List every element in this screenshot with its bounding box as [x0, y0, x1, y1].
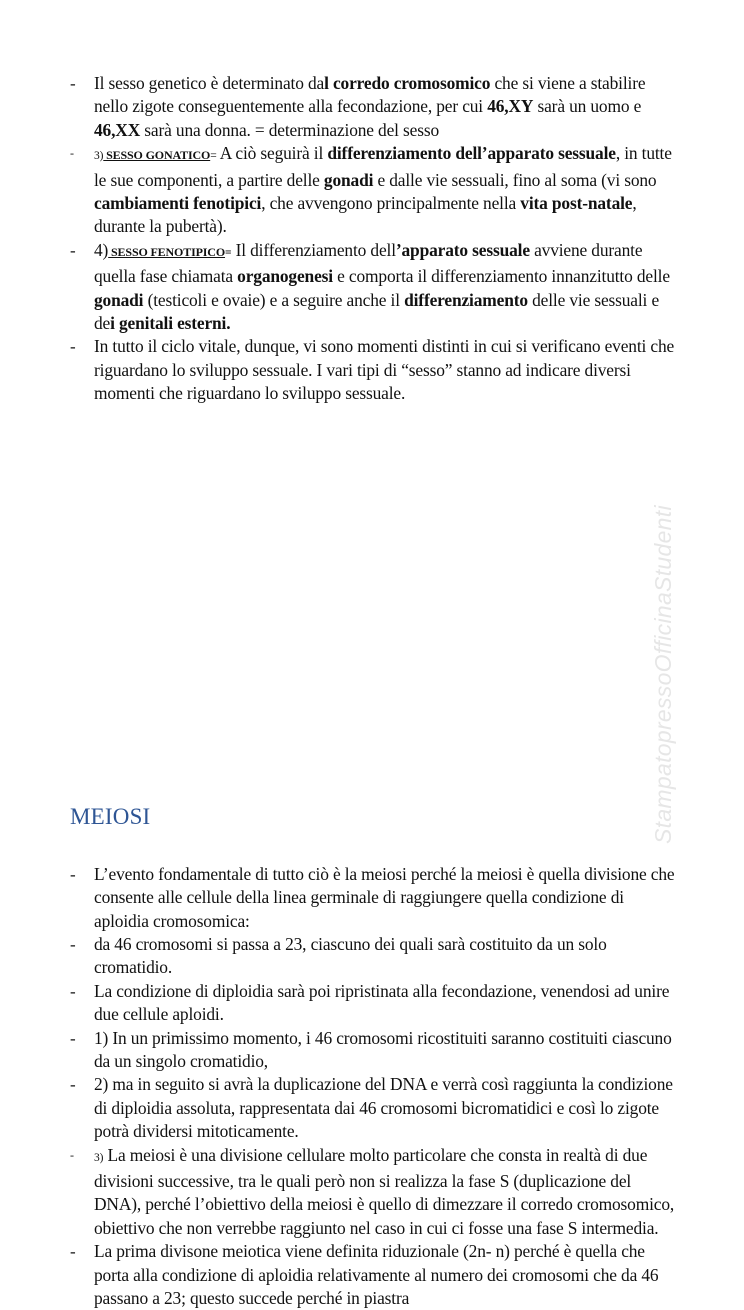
karyotype-female: 46,XX [94, 119, 141, 140]
dash-bullet-icon: - [70, 864, 76, 884]
term-label: SESSO FENOTIPICO [108, 244, 226, 259]
item-number: 3) [94, 150, 104, 163]
text: (testicoli e ovaie) e a seguire anche il [143, 289, 405, 310]
item-number: 3) [94, 1151, 104, 1164]
sex-development-list [70, 72, 680, 406]
bold-text: organogenesi [237, 266, 333, 287]
equals-sign: = [225, 246, 232, 259]
list-item-genetic-sex [70, 72, 680, 142]
item-number: 4) [94, 239, 109, 260]
text: 1) In un primissimo momento, i 46 cromosomi ricostituiti saranno costituiti ciascuno da un singolo cromatidio, [94, 1027, 672, 1071]
watermark: StampatopressoOfficinaStudenti [650, 505, 676, 844]
bold-text: cambiamenti fenotipici [94, 193, 262, 214]
term-label: SESSO GONATICO [103, 148, 211, 163]
bold-text: differenziamento dell’apparato sessuale [327, 143, 616, 164]
text: Il differenziamento dell [231, 239, 396, 260]
list-item [70, 1144, 680, 1241]
section-heading-meiosi: MEIOSI [70, 803, 151, 829]
list-item-gonadal-sex [70, 142, 680, 239]
text: 2) ma in seguito si avrà la duplicazione del DNA e verrà così raggiunta la condizione di diploidia assoluta, rappresentata dai 46 cromosomi bicromatidici e così lo zigote potrà dividersi mitoticamente. [94, 1074, 673, 1142]
bold-text: gonadi [323, 169, 374, 190]
list-item [70, 933, 680, 980]
text: , che avvengono principalmente nella [261, 193, 521, 214]
text: , durante la pubertà). [94, 193, 637, 237]
bold-text: gonadi [94, 289, 144, 310]
equals-sign: = [210, 150, 217, 163]
text: e comporta il differenziamento innanzitutto delle [332, 266, 670, 287]
text: delle vie sessuali e de [94, 289, 660, 334]
text: da 46 cromosomi si passa a 23, ciascuno dei quali sarà costituito da un solo cromatidio. [94, 933, 607, 978]
list-item [70, 1027, 680, 1074]
dash-bullet-icon: - [70, 934, 76, 954]
list-item-phenotypic-sex [70, 239, 680, 336]
text: La meiosi è una divisione cellulare molto particolare che consta in realtà di due divisioni successive, tra le quali però non si realizza la fase S (duplicazione del DNA), perché l’obiettivo della meiosi è quello di dimezzare il corredo cromosomico, obiettivo che non verrebbe raggiunto nel caso in cui ci fosse una fase S intermedia. [94, 1144, 675, 1238]
text: sarà una donna. = determinazione del sesso [140, 119, 440, 140]
text: La condizione di diploidia sarà poi ripristinata alla fecondazione, venendosi ad unire due cellule aploidi. [94, 980, 670, 1025]
text: , in tutte le sue componenti, a partire delle [94, 143, 672, 190]
list-item [70, 980, 680, 1027]
dash-bullet-icon: - [70, 1242, 76, 1262]
karyotype-male: 46,XY [487, 96, 534, 117]
text: La prima divisone meiotica viene definita riduzionale (2n- n) perché è quella che porta alla condizione di aploidia relativamente al numero dei cromosomi che da 46 passano a 23; questo succede perché in piastra [94, 1241, 659, 1308]
list-item [70, 1240, 680, 1310]
dash-bullet-icon: - [70, 240, 76, 260]
dash-bullet-icon: - [70, 74, 76, 93]
text: che si viene a stabilire nello zigote conseguentemente alla fecondazione, per cui [94, 73, 646, 117]
meiosis-list [70, 863, 680, 1310]
text: In tutto il ciclo vitale, dunque, vi sono momenti distinti in cui si verificano eventi che riguardano lo sviluppo sessuale. I vari tipi di “sesso” stanno ad indicare diversi momenti che riguardano lo sviluppo sessuale. [94, 336, 675, 404]
text: Il sesso genetico è determinato da [94, 73, 325, 93]
dash-bullet-icon: - [70, 1147, 74, 1162]
text: L’evento fondamentale di tutto ciò è la meiosi perché la meiosi è quella divisione che consente alle cellule della linea germinale di raggiungere quella condizione di aploidia cromosomica: [94, 863, 675, 931]
dash-bullet-icon: - [70, 337, 76, 357]
bold-text: i genitali esterni. [110, 313, 231, 334]
bold-text: differenziamento [404, 289, 528, 310]
dash-bullet-icon: - [70, 1075, 76, 1095]
dash-bullet-icon: - [70, 981, 76, 1001]
dash-bullet-icon: - [70, 1028, 76, 1048]
bold-text: l corredo cromosomico [324, 73, 491, 93]
list-item [70, 863, 680, 933]
list-item-life-cycle [70, 335, 680, 405]
bold-text: ’apparato sessuale [395, 239, 530, 260]
dash-bullet-icon: - [70, 146, 74, 161]
text: e dalle vie sessuali, fino al soma (vi sono [373, 169, 657, 190]
bold-text: vita post-natale [520, 193, 633, 214]
text: sarà un uomo e [533, 96, 642, 117]
text: avviene durante quella fase chiamata [94, 239, 643, 287]
list-item [70, 1073, 680, 1143]
text: A ciò seguirà il [216, 143, 328, 164]
